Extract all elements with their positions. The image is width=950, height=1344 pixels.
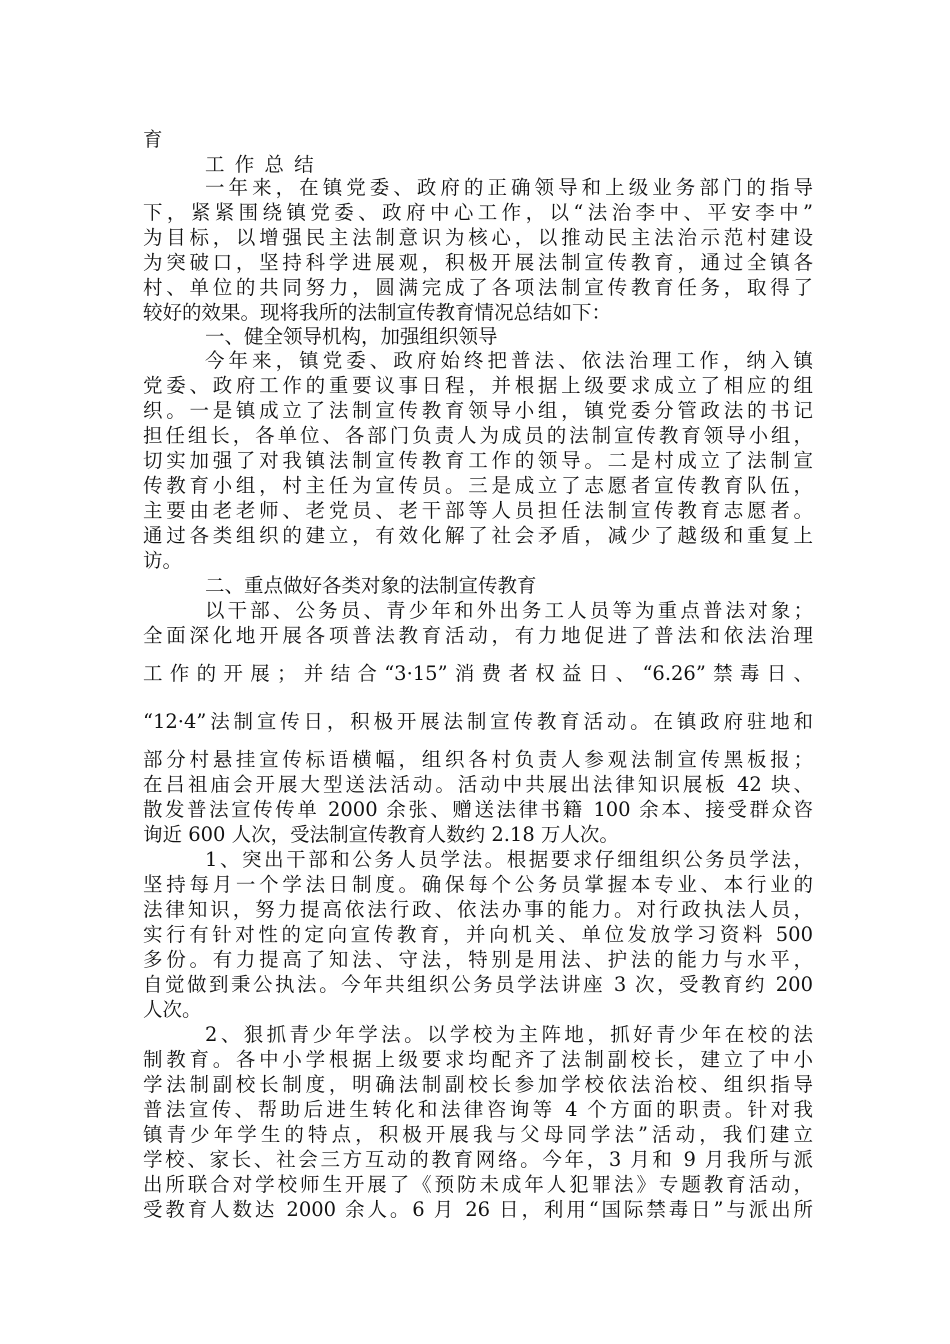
paragraph-item2-line: 2、狠抓青少年学法。以学校为主阵地，抓好青少年在校的法 (205, 1023, 813, 1046)
paragraph-item1-line: 自觉做到秉公执法。今年共组织公务员学法讲座 3 次，受教育约 200 (143, 973, 813, 996)
paragraph-intro-line: 较好的效果。现将我所的法制宣传教育情况总结如下： (143, 301, 612, 324)
paragraph-section2-line: 以干部、公务员、青少年和外出务工人员等为重点普法对象； (205, 599, 813, 622)
paragraph-section1-line: 主要由老老师、老党员、老干部等人员担任法制宣传教育志愿者。 (143, 499, 813, 522)
paragraph-section2-line: 全面深化地开展各项普法教育活动，有力地促进了普法和依法治理 (143, 624, 813, 647)
paragraph-item1-line: 1、突出干部和公务人员学法。根据要求仔细组织公务员学法， (205, 848, 813, 871)
paragraph-item1-line: 人次。 (143, 998, 202, 1021)
paragraph-item1-line: 实行有针对性的定向宣传教育，并向机关、单位发放学习资料 500 (143, 923, 813, 946)
paragraph-section2-line: 工作的开展；并结合“3·15”消费者权益日、“6.26”禁毒日、 (143, 662, 813, 685)
section-heading-2: 二、重点做好各类对象的法制宣传教育 (205, 574, 537, 597)
paragraph-section2-line: 部分村悬挂宣传标语横幅，组织各村负责人参观法制宣传黑板报； (143, 748, 813, 771)
paragraph-section1-line: 通过各类组织的建立，有效化解了社会矛盾，减少了越级和重复上 (143, 524, 813, 547)
paragraph-section1-line: 织。一是镇成立了法制宣传教育领导小组，镇党委分管政法的书记 (143, 399, 813, 422)
paragraph-item2-line: 受教育人数达 2000 余人。6 月 26 日，利用“国际禁毒日”与派出所 (143, 1198, 813, 1221)
paragraph-item1-line: 坚持每月一个学法日制度。确保每个公务员掌握本专业、本行业的 (143, 873, 813, 896)
paragraph-section1-line: 切实加强了对我镇法制宣传教育工作的领导。二是村成立了法制宣 (143, 449, 813, 472)
paragraph-item2-line: 学法制副校长制度，明确法制副校长参加学校依法治校、组织指导 (143, 1073, 813, 1096)
paragraph-section2-line: 散发普法宣传传单 2000 余张、赠送法律书籍 100 余本、接受群众咨 (143, 798, 813, 821)
paragraph-item1-line: 法律知识，努力提高依法行政、依法办事的能力。对行政执法人员， (143, 898, 813, 921)
text-line-carryover: 育 (143, 128, 163, 151)
paragraph-section2-line: 询近 600 人次，受法制宣传教育人数约 2.18 万人次。 (143, 823, 619, 846)
paragraph-section1-line: 传教育小组，村主任为宣传员。三是成立了志愿者宣传教育队伍， (143, 474, 813, 497)
paragraph-intro-line: 为目标，以增强民主法制意识为核心，以推动民主法治示范村建设 (143, 226, 813, 249)
section-heading-1: 一、健全领导机构，加强组织领导 (205, 325, 498, 348)
paragraph-intro-line: 为突破口，坚持科学进展观，积极开展法制宣传教育，通过全镇各 (143, 251, 813, 274)
paragraph-section1-line: 访。 (143, 549, 183, 572)
paragraph-item2-line: 学校、家长、社会三方互动的教育网络。今年，3 月和 9 月我所与派 (143, 1148, 813, 1171)
paragraph-item2-line: 制教育。各中小学根据上级要求均配齐了法制副校长，建立了中小 (143, 1048, 813, 1071)
paragraph-section2-line: 在吕祖庙会开展大型送法活动。活动中共展出法律知识展板 42 块、 (143, 773, 813, 796)
document-title: 工 作 总 结 (205, 153, 316, 176)
paragraph-item2-line: 镇青少年学生的特点，积极开展我与父母同学法”活动，我们建立 (143, 1123, 813, 1146)
paragraph-section1-line: 党委、政府工作的重要议事日程，并根据上级要求成立了相应的组 (143, 374, 813, 397)
paragraph-intro-line: 一年来，在镇党委、政府的正确领导和上级业务部门的指导 (205, 176, 813, 199)
paragraph-item1-line: 多份。有力提高了知法、守法，特别是用法、护法的能力与水平， (143, 948, 813, 971)
paragraph-section1-line: 今年来，镇党委、政府始终把普法、依法治理工作，纳入镇 (205, 349, 813, 372)
paragraph-item2-line: 普法宣传、帮助后进生转化和法律咨询等 4 个方面的职责。针对我 (143, 1098, 813, 1121)
paragraph-intro-line: 下，紧紧围绕镇党委、政府中心工作，以“法治李中、平安李中” (143, 201, 813, 224)
paragraph-section1-line: 担任组长，各单位、各部门负责人为成员的法制宣传教育领导小组， (143, 424, 813, 447)
paragraph-section2-line: “12·4”法制宣传日，积极开展法制宣传教育活动。在镇政府驻地和 (143, 710, 813, 733)
paragraph-intro-line: 村、单位的共同努力，圆满完成了各项法制宣传教育任务，取得了 (143, 276, 813, 299)
paragraph-item2-line: 出所联合对学校师生开展了《预防未成年人犯罪法》专题教育活动， (143, 1173, 813, 1196)
